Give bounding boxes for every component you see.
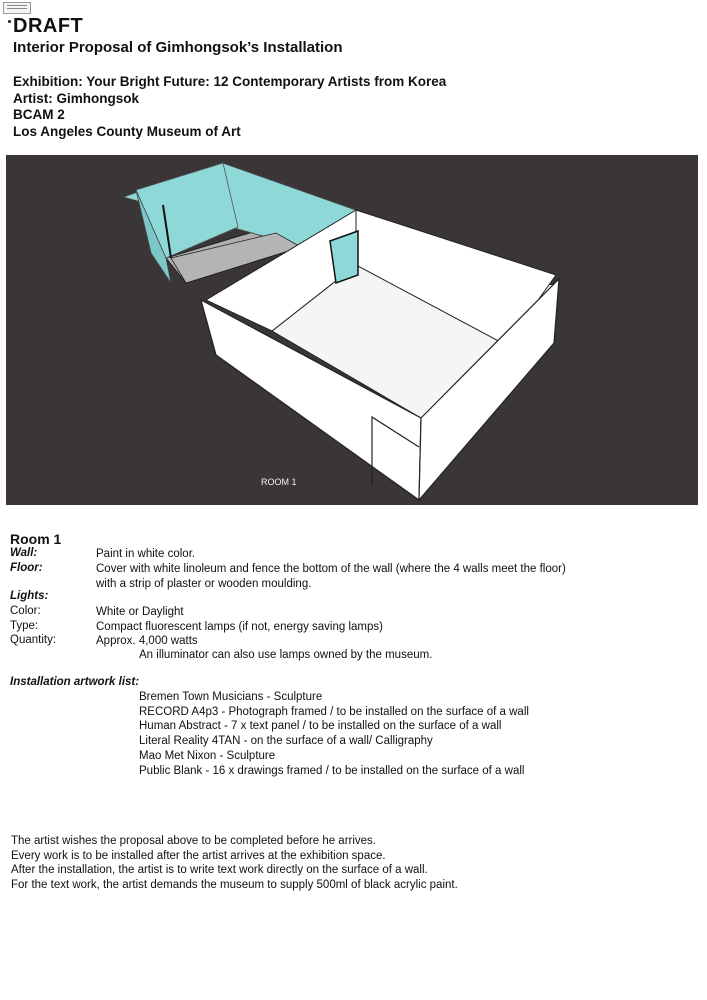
list-item: Literal Reality 4TAN - on the surface of a wall/ Calligraphy (139, 735, 433, 748)
building-line: BCAM 2 (13, 107, 65, 122)
note-line: After the installation, the artist is to write text work directly on the surface of a wall. (11, 864, 428, 877)
floor-label: Floor: (10, 562, 43, 574)
wall-value: Paint in white color. (96, 548, 196, 560)
room-heading: Room 1 (10, 531, 62, 547)
draft-title: DRAFT (13, 15, 84, 37)
museum-line: Los Angeles County Museum of Art (13, 123, 241, 139)
color-value: White or Daylight (96, 606, 184, 618)
scan-dot (8, 20, 11, 23)
scan-stamp (3, 2, 31, 14)
artwork-list (139, 690, 529, 778)
artist-line: Artist: Gimhongsok (13, 90, 140, 106)
artwork-list-label: Installation artwork list: (10, 676, 140, 688)
exhibition-meta (13, 74, 446, 140)
quantity-label: Quantity: (10, 634, 57, 646)
list-item: RECORD A4p3 - Photograph framed / to be installed on the surface of a wall (139, 705, 529, 718)
list-item: Public Blank - 16 x drawings framed / to be installed on the surface of a wall (139, 764, 525, 777)
list-item: Mao Met Nixon - Sculpture (139, 749, 276, 762)
floor-value-2: with a strip of plaster or wooden moulding. (96, 578, 312, 590)
artist-notes (11, 834, 458, 892)
note-line: The artist wishes the proposal above to be completed before he arrives. (11, 835, 377, 847)
quantity-note: An illuminator can also use lamps owned by the museum. (139, 649, 433, 661)
type-label: Type: (10, 620, 39, 632)
note-line: Every work is to be installed after the artist arrives at the exhibition space. (11, 849, 386, 862)
type-value: Compact fluorescent lamps (if not, energy saving lamps) (96, 621, 383, 633)
note-line: For the text work, the artist demands the museum to supply 500ml of black acrylic paint. (11, 878, 458, 891)
door-opening (330, 231, 358, 283)
color-label: Color: (10, 605, 41, 617)
quantity-value: Approx. 4,000 watts (96, 635, 198, 647)
list-item: Human Abstract - 7 x text panel / to be installed on the surface of a wall (139, 720, 502, 733)
document-subtitle: Interior Proposal of Gimhongsok’s Installation (13, 39, 343, 56)
lights-label: Lights: (10, 590, 49, 602)
list-item: Bremen Town Musicians - Sculpture (139, 691, 323, 703)
room-label: ROOM 1 (261, 477, 297, 487)
floor-value-1: Cover with white linoleum and fence the bottom of the wall (where the 4 walls meet the floor) (96, 563, 566, 575)
exhibition-line: Exhibition: Your Bright Future: 12 Contemporary Artists from Korea (13, 74, 447, 89)
wall-label: Wall: (10, 547, 38, 559)
room-3d-diagram (6, 155, 698, 505)
